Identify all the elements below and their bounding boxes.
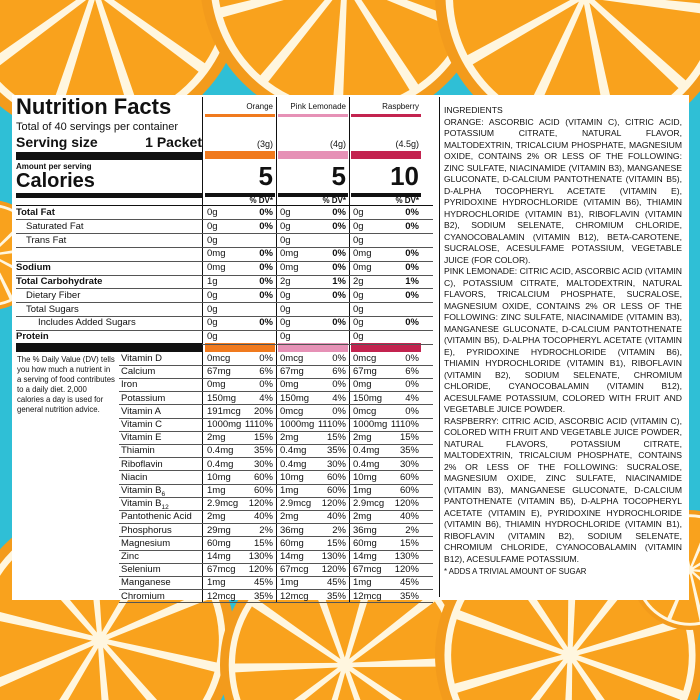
- amount-per-serving: Amount per serving: [16, 162, 92, 171]
- amount-value: 0mg: [353, 262, 372, 274]
- nutrient-label: Sodium: [16, 262, 51, 274]
- micro-amount: 1mg: [207, 577, 226, 589]
- micro-dv: 120%: [394, 498, 419, 510]
- ingredients-orange: ORANGE: ASCORBIC ACID (VITAMIN C), CITRIC ACID, POTASSIUM CITRATE, NATURAL FLAVOR, MALTODEXTRIN, TRICALCIUM PHOSPHATE, MAGNESIUM OXIDE, CONTAINS 2% OR LESS OF THE FOLLOWING: ZINC SULFATE, NIACINAMIDE (VITAMIN B3), MANGANESE GLUCONATE, D-CALCIUM PANTOTHENATE (VITAMIN B5), D-ALPHA TOCOPHERYL ACETATE (VITAMIN E), PYRIDOXINE HYDROCHLORIDE (VITAMIN B6), THIAMIN HYDROCHLORIDE (VITAMIN B1), RIBOFLAVIN (VITAMIN B2), SODIUM SELENATE, CHROMIUM CHLORIDE, CYANOCOBALAMIN (VITAMIN B12), BETA-CAROTENE, SUCRALOSE, ACESULFAME POTASSIUM, VEGETABLE JUICE (FOR COLOR).: [444, 116, 682, 265]
- dv-value: 0%: [405, 262, 419, 274]
- nutrition-facts-title: Nutrition Facts: [16, 94, 172, 119]
- micronutrient-label: Vitamin $B_6$: [121, 485, 166, 498]
- row-rule: [16, 288, 433, 289]
- micro-dv: 15%: [326, 537, 346, 549]
- amount-value: 0g: [280, 234, 291, 246]
- row-rule: [119, 404, 433, 405]
- micro-dv: 20%: [253, 405, 273, 417]
- row-rule: [119, 391, 433, 392]
- micronutrient-label: Pantothenic Acid: [121, 511, 192, 523]
- micro-amount: 1000mg: [280, 419, 315, 430]
- dv-value: 0%: [405, 248, 419, 260]
- nutrient-label: Saturated Fat: [26, 220, 84, 232]
- micronutrient-label: Vitamin $B_{12}$: [121, 498, 169, 512]
- micro-dv: 15%: [326, 432, 346, 444]
- micronutrient-label: Potassium: [121, 392, 166, 404]
- flavor-color-bar: [205, 343, 275, 352]
- micro-dv: 120%: [248, 498, 273, 510]
- micro-amount: 60mg: [353, 537, 377, 549]
- flavor-name: Pink Lemonade: [290, 102, 346, 111]
- micro-dv: 0%: [332, 379, 346, 391]
- nutrient-label: Includes Added Sugars: [38, 317, 136, 329]
- amount-value: 0g: [207, 234, 218, 246]
- amount-value: 0g: [280, 331, 291, 343]
- micro-amount: 1mg: [207, 485, 226, 496]
- micronutrient-label: Vitamin A: [121, 405, 161, 417]
- micronutrient-label: Zinc: [121, 551, 139, 562]
- micro-dv: 4%: [259, 392, 273, 404]
- dv-value: 0%: [332, 207, 346, 218]
- micro-amount: 29mg: [207, 524, 231, 536]
- subscript: 6: [161, 490, 166, 498]
- micro-dv: 35%: [253, 445, 273, 457]
- row-rule: [119, 550, 433, 551]
- micro-dv: 35%: [399, 590, 419, 602]
- amount-value: 0g: [353, 220, 364, 232]
- micro-amount: 1mg: [353, 577, 372, 589]
- row-rule: [16, 261, 433, 262]
- thick-rule: [16, 152, 202, 160]
- row-rule: [16, 205, 433, 206]
- micro-amount: 67mg: [207, 366, 231, 378]
- micro-amount: 0mg: [207, 379, 226, 391]
- micro-dv: 0%: [332, 405, 346, 417]
- dv-value: 1%: [405, 276, 419, 287]
- micronutrient-label: Vitamin D: [121, 353, 163, 364]
- amount-value: 0g: [207, 331, 218, 343]
- nutrition-facts-table: [16, 94, 433, 602]
- calories-rule: [16, 193, 202, 198]
- micro-dv: 120%: [321, 564, 346, 576]
- micro-amount: 12mcg: [207, 590, 236, 602]
- flavor-name: Orange: [246, 102, 273, 111]
- micro-dv: 30%: [253, 458, 273, 470]
- micronutrient-label: Phosphorus: [121, 524, 172, 536]
- amount-value: 0g: [353, 317, 364, 329]
- micro-amount: 0mcg: [207, 353, 231, 364]
- micro-amount: 191mcg: [207, 405, 241, 417]
- micro-amount: 0mcg: [353, 405, 377, 417]
- micro-amount: 0mg: [353, 379, 372, 391]
- servings-per-container: Total of 40 servings per container: [16, 121, 179, 133]
- row-rule: [119, 431, 433, 432]
- row-rule: [119, 563, 433, 564]
- dv-header: % DV*: [249, 196, 273, 205]
- micro-dv: 1110%: [317, 419, 346, 430]
- micro-amount: 0mcg: [280, 405, 304, 417]
- micro-dv: 15%: [253, 537, 273, 549]
- micro-dv: 120%: [394, 564, 419, 576]
- micro-amount: 1mg: [280, 577, 299, 589]
- micro-amount: 60mg: [280, 537, 304, 549]
- micro-amount: 14mg: [207, 551, 231, 562]
- micro-dv: 0%: [405, 379, 419, 391]
- row-rule: [16, 316, 433, 317]
- calories-value: 5: [331, 161, 346, 191]
- micro-dv: 2%: [332, 524, 346, 536]
- row-rule: [119, 365, 433, 366]
- micro-dv: 30%: [326, 458, 346, 470]
- dv-value: 0%: [259, 220, 273, 232]
- amount-value: 0g: [353, 207, 364, 218]
- micronutrient-label: Vitamin E: [121, 432, 162, 444]
- dv-value: 0%: [259, 276, 273, 287]
- amount-value: 0g: [280, 317, 291, 329]
- amount-value: 0g: [353, 303, 364, 315]
- micronutrient-label: Riboflavin: [121, 458, 163, 470]
- micro-dv: 35%: [326, 445, 346, 457]
- micro-dv: 60%: [399, 485, 419, 496]
- micro-amount: 12mcg: [280, 590, 309, 602]
- micro-amount: 2.9mcg: [207, 498, 239, 510]
- flavor-color-bar: [351, 343, 421, 352]
- row-rule: [119, 378, 433, 379]
- serving-size-label: Serving size: [16, 134, 98, 150]
- micro-amount: 1mg: [280, 485, 299, 496]
- micro-amount: 0.4mg: [280, 445, 307, 457]
- row-rule: [16, 233, 433, 234]
- micro-amount: 2mg: [353, 511, 372, 523]
- sugar-footnote: * ADDS A TRIVIAL AMOUNT OF SUGAR: [444, 567, 587, 576]
- flavor-color-bar: [278, 114, 348, 117]
- micro-amount: 10mg: [280, 471, 304, 483]
- amount-value: 0g: [353, 234, 364, 246]
- micro-amount: 67mg: [280, 366, 304, 378]
- micro-dv: 45%: [253, 577, 273, 589]
- row-rule: [119, 510, 433, 511]
- nutrient-label: Dietary Fiber: [26, 289, 81, 301]
- micro-dv: 120%: [321, 498, 346, 510]
- column-divider: [349, 97, 350, 602]
- row-rule: [16, 302, 433, 303]
- amount-value: 0g: [207, 317, 218, 329]
- micro-amount: 2.9mcg: [353, 498, 385, 510]
- nutrient-label: Total Carbohydrate: [16, 276, 103, 287]
- micro-dv: 1110%: [390, 419, 419, 430]
- dv-value: 0%: [259, 317, 273, 329]
- label-panel: [12, 95, 689, 600]
- micro-dv: 0%: [332, 353, 346, 364]
- dv-value: 0%: [332, 220, 346, 232]
- flavor-color-bar: [205, 151, 275, 159]
- micro-dv: 0%: [405, 405, 419, 417]
- flavor-color-bar: [278, 343, 348, 352]
- micro-amount: 2.9mcg: [280, 498, 312, 510]
- micro-amount: 2mg: [353, 432, 372, 444]
- row-rule: [119, 536, 433, 537]
- micro-amount: 60mg: [207, 537, 231, 549]
- micro-dv: 40%: [253, 511, 273, 523]
- dv-value: 1%: [332, 276, 346, 287]
- micro-dv: 45%: [399, 577, 419, 589]
- amount-value: 0g: [280, 207, 291, 218]
- row-rule: [16, 219, 433, 220]
- dv-header: % DV*: [395, 196, 419, 205]
- column-divider: [276, 97, 277, 602]
- micro-dv: 30%: [399, 458, 419, 470]
- micro-amount: 10mg: [353, 471, 377, 483]
- micronutrient-label: Vitamin C: [121, 419, 163, 430]
- row-rule: [119, 444, 433, 445]
- micro-dv: 60%: [253, 471, 273, 483]
- micro-dv: 35%: [326, 590, 346, 602]
- micro-dv: 6%: [259, 366, 273, 378]
- nutrient-label: Total Sugars: [26, 303, 79, 315]
- amount-value: 0g: [280, 220, 291, 232]
- flavor-color-bar: [351, 151, 421, 159]
- micro-amount: 150mg: [353, 392, 383, 404]
- micro-amount: 36mg: [353, 524, 377, 536]
- micro-amount: 1000mg: [353, 419, 388, 430]
- amount-value: 0mg: [207, 262, 226, 274]
- micronutrient-label: Magnesium: [121, 537, 171, 549]
- micro-dv: 15%: [253, 432, 273, 444]
- micronutrient-label: Iron: [121, 379, 138, 391]
- micro-dv: 0%: [259, 353, 273, 364]
- flavor-color-bar: [205, 114, 275, 117]
- flavor-color-bar: [351, 114, 421, 117]
- micro-amount: 36mg: [280, 524, 304, 536]
- nutrient-label: Total Fat: [16, 207, 55, 218]
- dv-value: 0%: [405, 207, 419, 218]
- dv-value: 0%: [405, 289, 419, 301]
- amount-value: 0g: [353, 289, 364, 301]
- ingredients-raspberry: RASPBERRY: CITRIC ACID, ASCORBIC ACID (VITAMIN C), COLORED WITH FRUIT AND VEGETABLE JUICE POWDER, NATURAL FLAVORS, POTASSIUM CITRATE, MALTODEXTRIN, TRICALCIUM PHOSPHATE, CONTAINS 2% OR LESS OF THE FOLLOWING: SUCRALOSE, MAGNESIUM OXIDE, ZINC SULFATE, NIACINAMIDE (VITAMIN B3), MANGANESE GLUCONATE, D-CALCIUM PANTOTHENATE (VITAMIN B5), D-ALPHA TOCOPHERYL ACETATE (VITAMIN E), PYRIDOXINE HYDROCHLORIDE (VITAMIN B6), THIAMIN HYDROCHLORIDE (VITAMIN B1), RIBOFLAVIN (VITAMIN B2), SODIUM SELENATE, CHROMIUM CHLORIDE, CYANOCOBALAMIN (VITAMIN B12), ACESULFAME POTASSIUM.: [444, 415, 682, 564]
- serving-size-value: 1 Packet: [145, 134, 202, 150]
- micro-amount: 67mcg: [353, 564, 382, 576]
- dv-value: 0%: [259, 289, 273, 301]
- dv-value: 0%: [332, 262, 346, 274]
- row-rule: [119, 602, 433, 603]
- micro-amount: 0mg: [280, 379, 299, 391]
- flavor-color-bar: [278, 151, 348, 159]
- micro-amount: 0.4mg: [207, 445, 234, 457]
- flavor-weight: (4.5g): [395, 139, 419, 149]
- micro-amount: 2mg: [280, 432, 299, 444]
- micro-dv: 40%: [326, 511, 346, 523]
- micro-dv: 1110%: [244, 419, 273, 430]
- micro-dv: 2%: [259, 524, 273, 536]
- column-divider: [202, 97, 203, 602]
- amount-value: 0g: [207, 207, 218, 218]
- calories-label: Calories: [16, 170, 95, 192]
- micro-amount: 0mcg: [280, 353, 304, 364]
- amount-value: 0mg: [207, 248, 226, 260]
- row-rule: [119, 470, 433, 471]
- dv-value: 0%: [332, 289, 346, 301]
- micronutrient-label: Chromium: [121, 590, 165, 602]
- dv-value: 0%: [405, 317, 419, 329]
- micro-dv: 60%: [253, 485, 273, 496]
- micronutrient-label: Thiamin: [121, 445, 155, 457]
- thick-rule: [16, 343, 202, 352]
- micro-dv: 0%: [405, 353, 419, 364]
- amount-value: 0g: [280, 303, 291, 315]
- micro-amount: 12mcg: [353, 590, 382, 602]
- dv-value: 0%: [259, 262, 273, 274]
- ingredients-heading: INGREDIENTS: [444, 105, 503, 115]
- micro-amount: 0.4mg: [280, 458, 307, 470]
- micro-amount: 14mg: [353, 551, 377, 562]
- amount-value: 0g: [280, 289, 291, 301]
- micro-amount: 67mg: [353, 366, 377, 378]
- row-rule: [119, 484, 433, 485]
- micro-dv: 4%: [332, 392, 346, 404]
- amount-value: 0g: [353, 331, 364, 343]
- dv-value: 0%: [332, 248, 346, 260]
- micro-amount: 1000mg: [207, 419, 242, 430]
- micro-dv: 0%: [259, 379, 273, 391]
- dv-value: 0%: [332, 317, 346, 329]
- row-rule: [119, 589, 433, 590]
- amount-value: 0g: [207, 289, 218, 301]
- micro-dv: 130%: [321, 551, 346, 562]
- micro-dv: 2%: [405, 524, 419, 536]
- row-rule: [16, 330, 433, 331]
- row-rule: [16, 247, 433, 248]
- micronutrient-label: Selenium: [121, 564, 161, 576]
- ingredients-panel: [439, 97, 685, 597]
- dv-value: 0%: [259, 248, 273, 260]
- flavor-weight: (4g): [329, 139, 346, 149]
- micro-amount: 67mcg: [207, 564, 236, 576]
- micro-amount: 10mg: [207, 471, 231, 483]
- micro-amount: 2mg: [207, 511, 226, 523]
- micro-amount: 2mg: [207, 432, 226, 444]
- micro-amount: 2mg: [280, 511, 299, 523]
- micro-dv: 40%: [399, 511, 419, 523]
- amount-value: 1g: [207, 276, 218, 287]
- micro-dv: 6%: [332, 366, 346, 378]
- flavor-weight: (3g): [256, 139, 273, 149]
- micro-amount: 67mcg: [280, 564, 309, 576]
- dv-footnote: The % Daily Value (DV) tells you how much a nutrient in a serving of food contributes to a daily diet. 2,000 calories a day is used for general nutrition advice.: [17, 355, 115, 414]
- row-rule: [16, 275, 433, 276]
- micro-dv: 15%: [399, 537, 419, 549]
- micro-dv: 35%: [399, 445, 419, 457]
- micro-amount: 150mg: [280, 392, 310, 404]
- amount-value: 0mg: [280, 262, 299, 274]
- amount-value: 2g: [280, 276, 291, 287]
- micronutrient-label: Calcium: [121, 366, 156, 378]
- micro-dv: 130%: [248, 551, 273, 562]
- micro-amount: 14mg: [280, 551, 304, 562]
- calories-value: 10: [390, 161, 419, 191]
- micro-amount: 0mcg: [353, 353, 377, 364]
- micro-dv: 45%: [326, 577, 346, 589]
- nutrient-label: Trans Fat: [26, 234, 67, 246]
- dv-value: 0%: [405, 220, 419, 232]
- amount-value: 0g: [207, 220, 218, 232]
- nutrient-label: Protein: [16, 331, 49, 343]
- micro-amount: 1mg: [353, 485, 372, 496]
- micro-amount: 150mg: [207, 392, 237, 404]
- calories-value: 5: [258, 161, 273, 191]
- amount-value: 0mg: [353, 248, 372, 260]
- amount-value: 0mg: [280, 248, 299, 260]
- micro-dv: 130%: [394, 551, 419, 562]
- row-rule: [119, 497, 433, 498]
- row-rule: [119, 457, 433, 458]
- micro-dv: 60%: [326, 485, 346, 496]
- micro-dv: 60%: [399, 471, 419, 483]
- row-rule: [119, 418, 433, 419]
- dv-header: % DV*: [322, 196, 346, 205]
- micro-dv: 35%: [253, 590, 273, 602]
- micro-dv: 120%: [248, 564, 273, 576]
- micronutrient-label: Niacin: [121, 471, 148, 483]
- flavor-name: Raspberry: [382, 102, 419, 111]
- amount-value: 0g: [207, 303, 218, 315]
- micro-dv: 15%: [399, 432, 419, 444]
- ingredients-pink-lemonade: PINK LEMONADE: CITRIC ACID, ASCORBIC ACID (VITAMIN C), POTASSIUM CITRATE, MALTODEXTRIN, NATURAL FLAVORS, TRICALCIUM PHOSPHATE, SUCRALOSE, MAGNESIUM OXIDE, CONTAINS 2% OR LESS OF THE FOLLOWING: ZINC SULFATE, NIACINAMIDE (VITAMIN B3), MANGANESE GLUCONATE, D-CALCIUM PANTOTHENATE (VITAMIN B5), D-ALPHA TOCOPHERYL ACETATE (VITAMIN E), PYRIDOXINE HYDROCHLORIDE (VITAMIN B6), THIAMIN HYDROCHLORIDE (VITAMIN B1), RIBOFLAVIN (VITAMIN B2), SODIUM SELENATE, CHROMIUM CHLORIDE, CYANOCOBALAMIN (VITAMIN B12), ACESULFAME POTASSIUM, COLORED WITH FRUIT AND VEGETABLE JUICE POWDER.: [444, 266, 682, 414]
- row-rule: [119, 576, 433, 577]
- row-rule: [119, 523, 433, 524]
- micro-dv: 4%: [405, 392, 419, 404]
- micro-amount: 0.4mg: [207, 458, 234, 470]
- micronutrient-label: Manganese: [121, 577, 171, 589]
- micro-amount: 0.4mg: [353, 458, 380, 470]
- micro-dv: 6%: [405, 366, 419, 378]
- micro-dv: 60%: [326, 471, 346, 483]
- subscript: 12: [161, 504, 169, 512]
- amount-value: 2g: [353, 276, 364, 287]
- dv-value: 0%: [259, 207, 273, 218]
- micro-amount: 0.4mg: [353, 445, 380, 457]
